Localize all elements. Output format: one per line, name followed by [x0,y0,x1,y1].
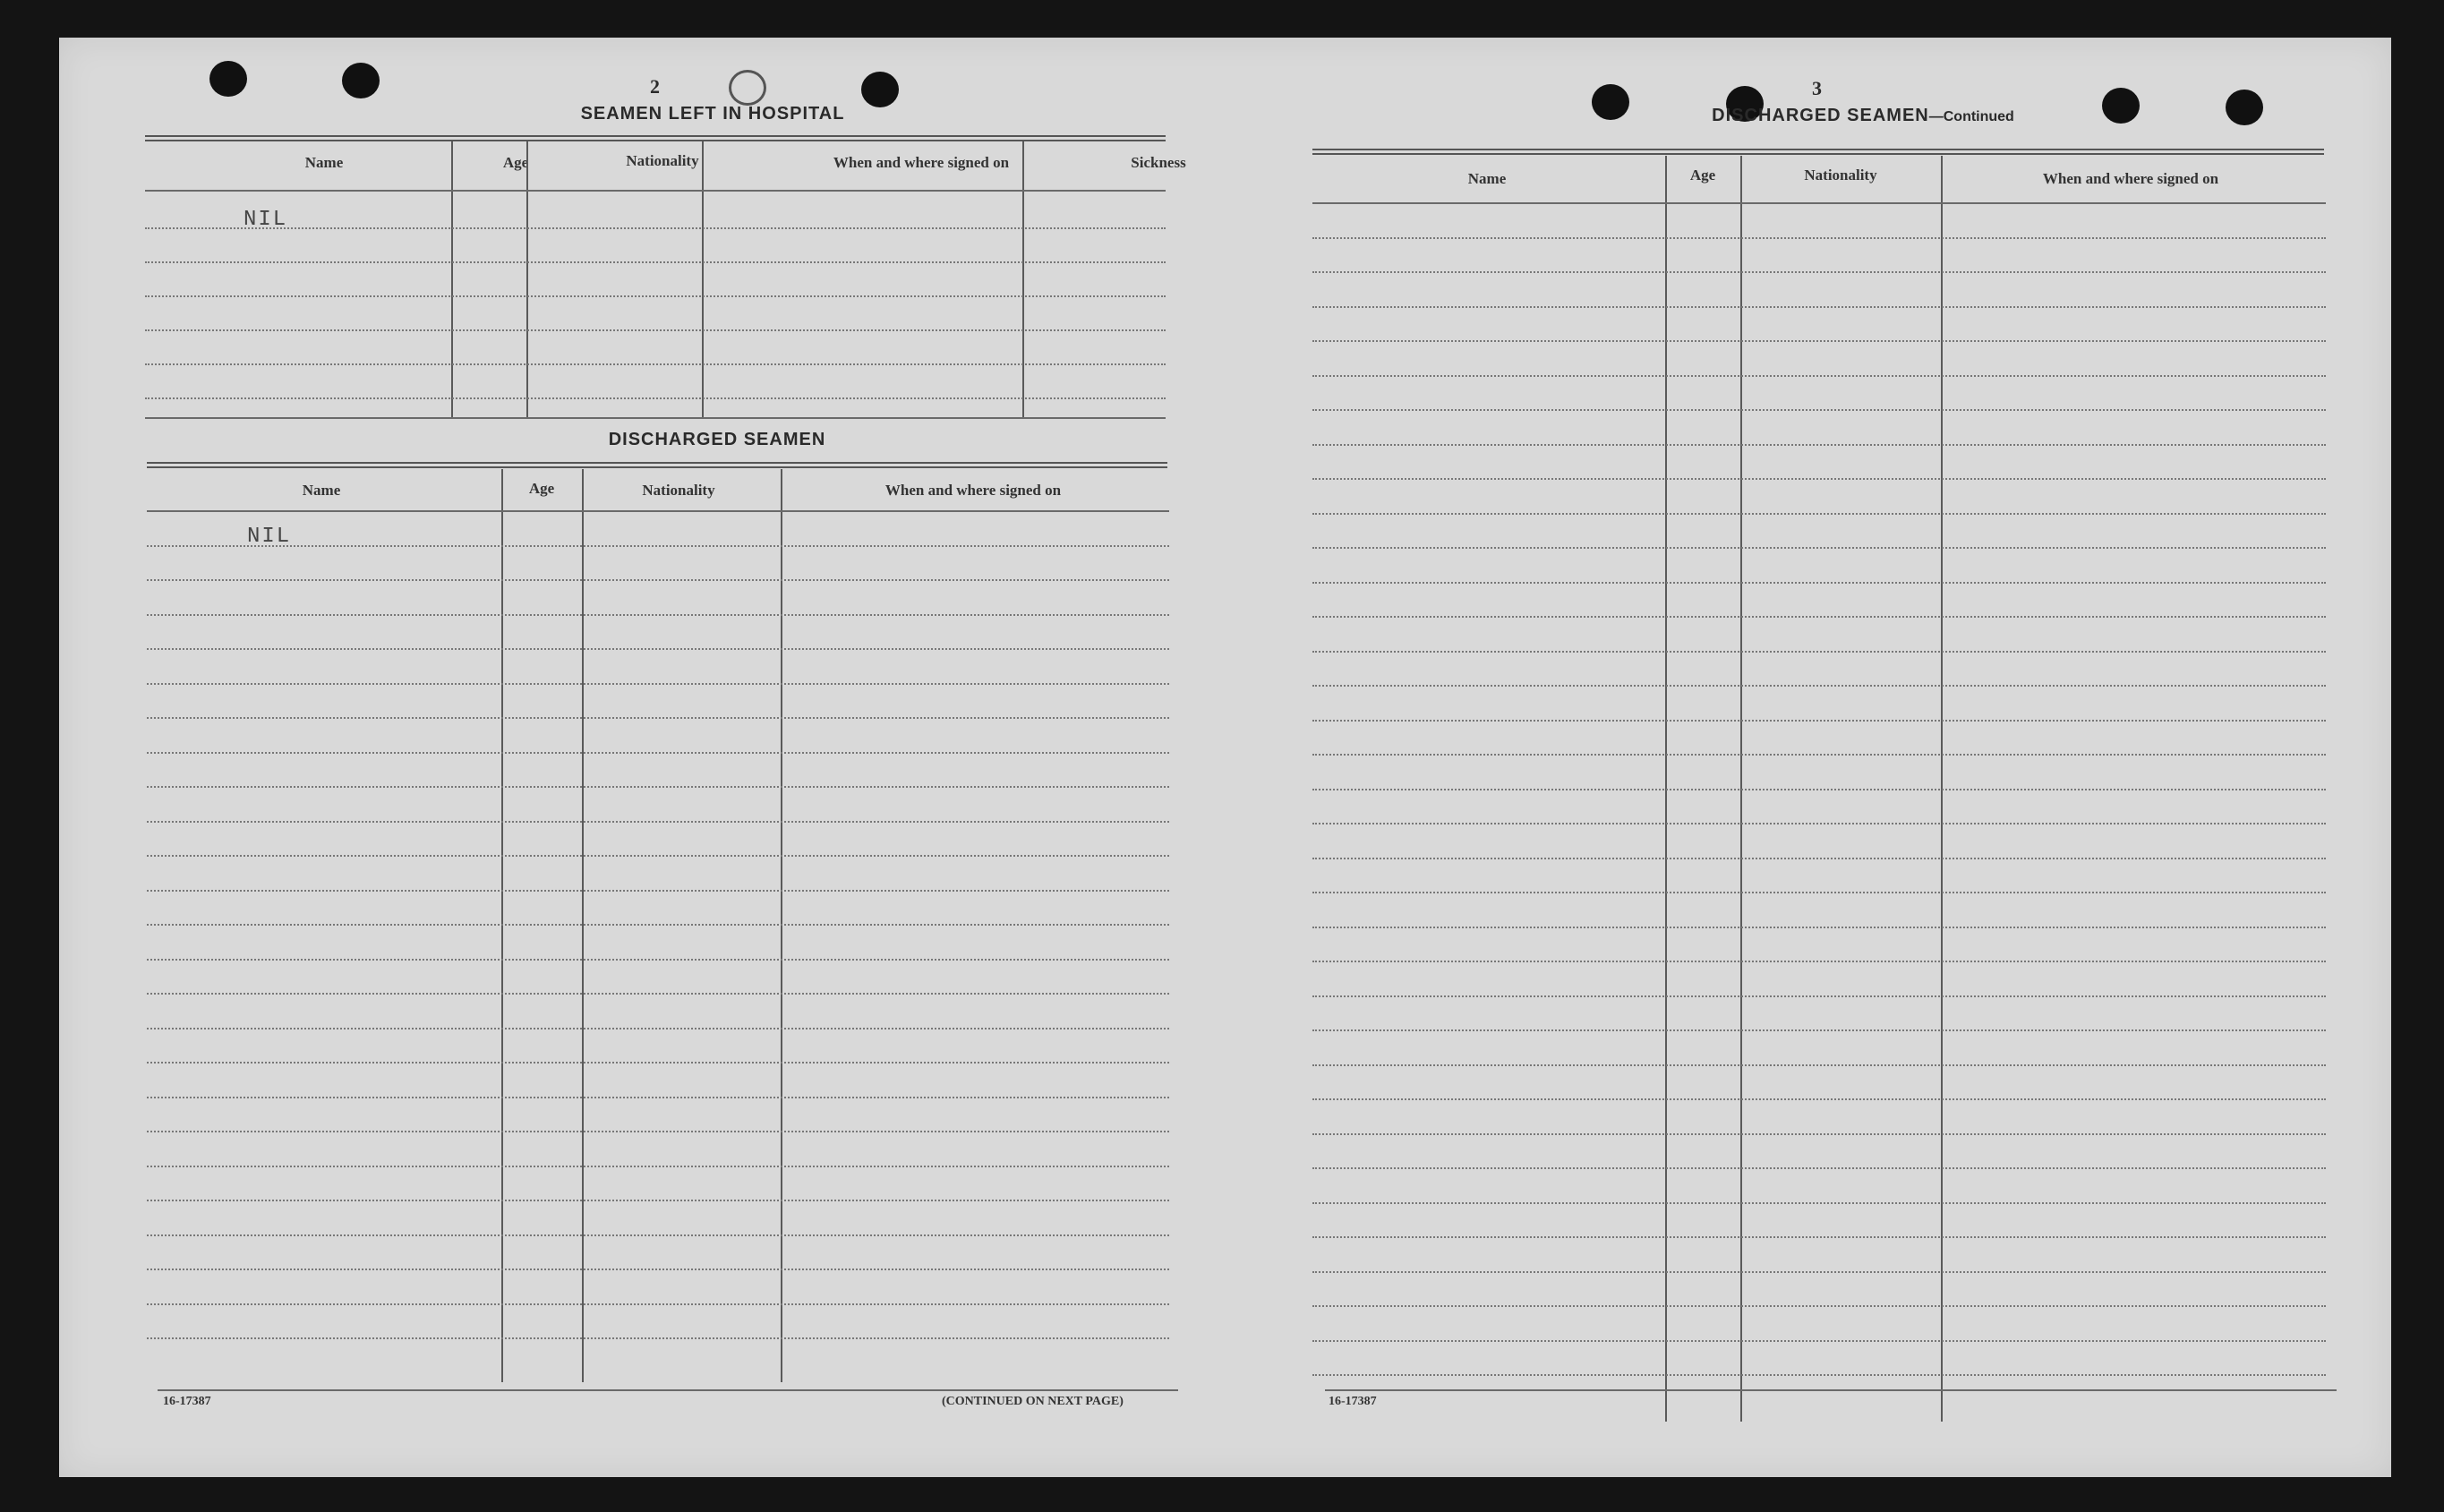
table-row-rule [147,648,1169,650]
table-row-rule [1312,616,2326,618]
table-row-rule [147,1097,1169,1098]
continued-note: (CONTINUED ON NEXT PAGE) [942,1395,1124,1408]
table-row-rule [1312,1340,2326,1342]
column-header-nationality: Nationality [642,482,715,499]
table-bottom-rule [145,417,1166,419]
table-row-rule [1312,927,2326,928]
table-row-rule [147,1131,1169,1132]
table-row-rule [147,579,1169,581]
table-row-rule [147,1166,1169,1167]
column-divider [582,469,584,1382]
punch-hole [2226,90,2263,125]
table-row-rule [147,1062,1169,1064]
column-divider [451,141,453,417]
page-number: 3 [1812,77,1822,99]
table-row-rule [1312,1133,2326,1135]
table-row-rule [1312,1305,2326,1307]
title-main: DISCHARGED SEAMEN [1712,106,1929,125]
column-header-when-where: When and where signed on [884,482,1062,499]
table-row-rule [1312,202,2326,204]
column-header-name: Name [302,482,341,499]
header-rule [145,135,1166,141]
table-row-rule [1312,375,2326,377]
discharged-entry-nil: NIL [247,525,292,549]
table-row-rule [1312,582,2326,584]
table-row-rule [1312,995,2326,997]
column-header-nationality: Nationality [1804,167,1877,184]
punch-hole [729,70,766,106]
column-divider [526,141,528,417]
table-row-rule [147,924,1169,926]
table-bottom-rule [158,1389,1178,1391]
table-row-rule [147,821,1169,823]
table-row-rule [1312,1374,2326,1376]
table-row-rule [147,1303,1169,1305]
table-row-rule [1312,1098,2326,1100]
column-divider [781,469,782,1382]
hospital-entry-nil: NIL [244,208,288,232]
column-header-when-where: When and where signed on [2042,170,2219,187]
table-row-rule [1312,1064,2326,1066]
form-number: 16-17387 [163,1395,211,1408]
table-row-rule [1312,892,2326,893]
column-divider [501,469,503,1382]
hospital-section-title: SEAMEN LEFT IN HOSPITAL [580,104,845,124]
title-suffix: —Continued [1928,109,2014,124]
table-row-rule [147,717,1169,719]
column-header-age: Age [528,480,555,497]
header-rule [1312,149,2324,155]
table-row-rule [1312,340,2326,342]
column-header-name: Name [304,154,344,171]
page-number: 2 [650,75,660,98]
table-row-rule [147,752,1169,754]
table-row-rule [1312,1167,2326,1169]
column-header-nationality: Nationality [626,152,699,169]
column-divider [702,141,704,417]
table-row-rule [147,1028,1169,1029]
table-row-rule [145,363,1166,365]
table-row-rule [147,1337,1169,1339]
table-row-rule [147,890,1169,892]
discharged-section-title: DISCHARGED SEAMEN [608,430,826,449]
table-row-rule [145,227,1166,229]
table-row-rule [1312,720,2326,722]
table-row-rule [145,190,1166,192]
table-row-rule [1312,685,2326,687]
table-row-rule [1312,789,2326,790]
table-row-rule [1312,306,2326,308]
table-row-rule [1312,478,2326,480]
column-header-age: Age [502,154,529,171]
table-row-rule [1312,513,2326,515]
document-sheet [59,38,2391,1477]
column-header-name: Name [1467,170,1507,187]
table-row-rule [1312,444,2326,446]
column-header-age: Age [1689,167,1716,184]
punch-hole [209,61,247,97]
table-row-rule [1312,858,2326,859]
header-rule [147,462,1167,468]
table-row-rule [147,786,1169,788]
table-row-rule [1312,1271,2326,1273]
table-row-rule [1312,237,2326,239]
table-row-rule [1312,409,2326,411]
table-row-rule [1312,271,2326,273]
table-row-rule [145,261,1166,263]
column-header-sickness: Sickness [1131,154,1186,171]
table-row-rule [1312,823,2326,824]
table-row-rule [147,683,1169,685]
table-row-rule [147,855,1169,857]
table-row-rule [145,295,1166,297]
table-row-rule [147,993,1169,995]
table-row-rule [1312,547,2326,549]
table-row-rule [147,959,1169,961]
table-row-rule [145,397,1166,399]
table-row-rule [1312,1202,2326,1204]
form-number: 16-17387 [1329,1395,1377,1408]
table-row-rule [147,1234,1169,1236]
table-row-rule [147,1269,1169,1270]
punch-hole [861,72,899,107]
column-divider [1022,141,1024,417]
table-row-rule [147,614,1169,616]
table-row-rule [1312,1236,2326,1238]
table-row-rule [1312,754,2326,756]
table-row-rule [1312,961,2326,962]
table-row-rule [1312,651,2326,653]
table-row-rule [147,1200,1169,1201]
punch-hole [342,63,380,98]
column-header-when-where: When and where signed on [833,154,1010,171]
table-row-rule [1312,1029,2326,1031]
discharged-continued-title [1617,106,2109,126]
table-row-rule [147,510,1169,512]
table-row-rule [145,329,1166,331]
table-bottom-rule [1325,1389,2337,1391]
table-row-rule [147,545,1169,547]
